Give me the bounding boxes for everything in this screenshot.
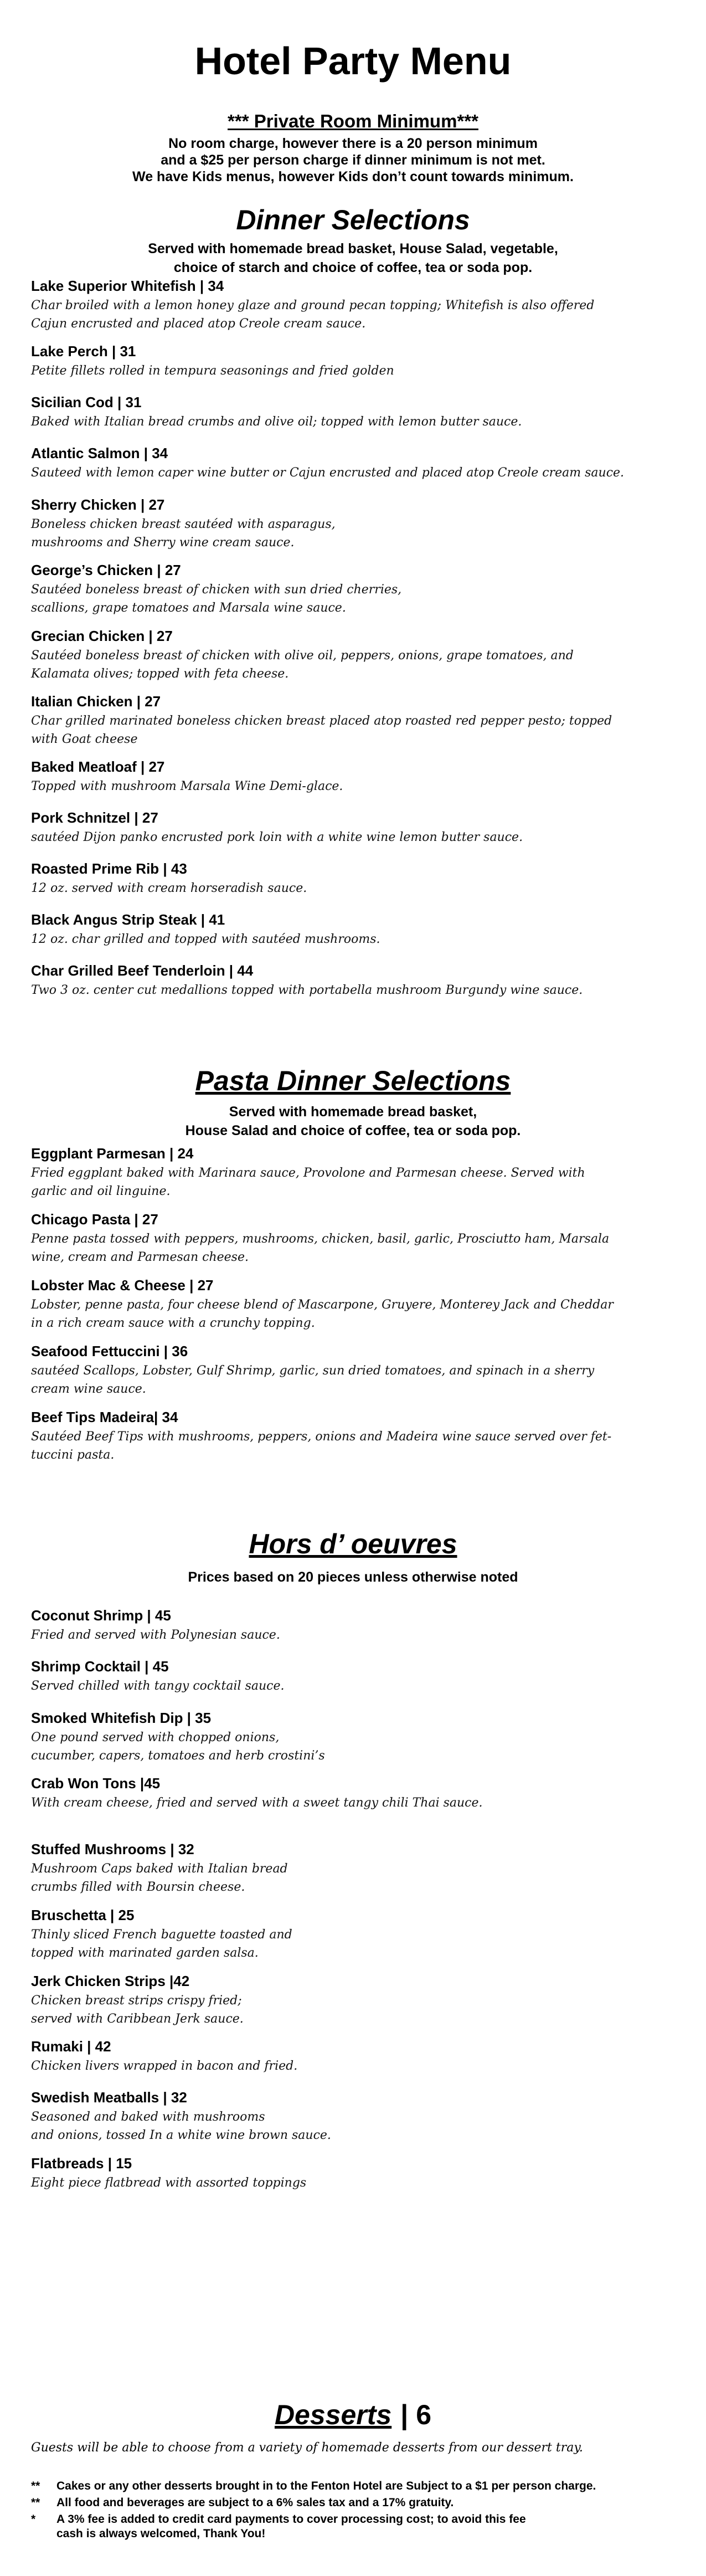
description-line: Chicken breast strips crispy fried; [31,1994,242,2008]
menu-item-description [31,1626,673,1644]
menu-item-description [31,1296,673,1332]
menu-item [31,1145,673,1200]
description-line: in a rich cream sauce with a crunchy topping. [31,1316,315,1330]
menu-item [31,1906,673,1962]
description-line: crumbs filled with Boursin cheese. [31,1880,245,1894]
description-line: Sautéed Beef Tips with mushrooms, peppers, onions and Madeira wine sauce served over fet- [31,1430,612,1444]
menu-item [31,277,673,333]
menu-item-description [31,296,673,333]
menu-item-description [31,879,673,897]
menu-item-description [31,1164,673,1200]
menu-item-name: Lake Perch | 31 [31,343,136,360]
footnote-line: Cakes or any other desserts brought in to the Fenton Hotel are Subject to a $1 per person charge. [56,2480,596,2492]
menu-item [31,1709,673,1765]
description-line: Sauteed with lemon caper wine butter or Cajun encrusted and placed atop Creole cream sauce. [31,466,625,480]
menu-item [31,2038,673,2075]
menu-item [31,1342,673,1398]
description-line: With cream cheese, fried and served with a sweet tangy chili Thai sauce. [31,1796,483,1810]
description-line: and onions, tossed In a white wine brown sauce. [31,2128,331,2142]
description-line: Two 3 oz. center cut medallions topped with portabella mushroom Burgundy wine sauce. [31,983,583,997]
page-title: Hotel Party Menu [194,39,512,83]
menu-item [31,809,673,846]
description-line: sautéed Dijon panko encrusted pork loin with a white wine lemon butter sauce. [31,830,523,844]
menu-item [31,1276,673,1332]
menu-item-description [31,1860,673,1896]
menu-item [31,1607,673,1644]
description-line: with Goat cheese [31,732,138,746]
description-line: Kalamata olives; topped with feta cheese. [31,667,289,681]
description-line: Seasoned and baked with mushrooms [31,2110,265,2124]
menu-item-description [31,2174,673,2192]
menu-item-name: George’s Chicken | 27 [31,562,181,578]
menu-item [31,2154,673,2192]
menu-item-name: Atlantic Salmon | 34 [31,445,168,461]
menu-item [31,342,673,380]
menu-item [31,1972,673,2028]
description-line: Cajun encrusted and placed atop Creole cream sauce. [31,317,366,331]
description-line: tuccini pasta. [31,1448,115,1462]
menu-item-description [31,981,673,999]
menu-item-description [31,1428,673,1464]
menu-item-description [31,1230,673,1266]
description-line: served with Caribbean Jerk sauce. [31,2012,244,2026]
menu-item-description [31,712,673,748]
desserts-description: Guests will be able to choose from a variety of homemade desserts from our dessert tray. [31,2441,583,2455]
description-line: Eight piece flatbread with assorted toppings [31,2176,307,2190]
menu-item [31,561,673,617]
menu-item-name: Grecian Chicken | 27 [31,628,173,644]
description-line: One pound served with chopped onions, [31,1731,280,1744]
dinner-section-subtitle: Served with homemade bread basket, House Salad, vegetable, choice of starch and choice of coffee, tea or soda pop. [148,241,558,275]
menu-item-name: Baked Meatloaf | 27 [31,758,165,775]
footnotes [31,2479,684,2543]
pasta-section-title: Pasta Dinner Selections [195,1065,511,1096]
menu-item [31,860,673,897]
desserts-price: 6 [416,2399,432,2430]
description-line: mushrooms and Sherry wine cream sauce. [31,536,295,550]
minimum-line: No room charge, however there is a 20 person minimum [168,136,538,151]
description-line: Petite fillets rolled in tempura seasonings and fried golden [31,364,394,378]
menu-item-name: Italian Chicken | 27 [31,693,161,710]
description-line: 12 oz. char grilled and topped with sautéed mushrooms. [31,932,380,946]
menu-item-name: Roasted Prime Rib | 43 [31,860,187,877]
description-line: sautéed Scallops, Lobster, Gulf Shrimp, garlic, sun dried tomatoes, and spinach in a sherry [31,1364,595,1378]
menu-item [31,758,673,796]
menu-item [31,1408,673,1464]
desserts-title-text: Desserts [274,2399,392,2430]
menu-item-name: Flatbreads | 15 [31,2155,132,2172]
description-line: garlic and oil linguine. [31,1184,171,1198]
footnote [31,2512,684,2541]
menu-item-name: Shrimp Cocktail | 45 [31,1658,169,1675]
menu-item-name: Char Grilled Beef Tenderloin | 44 [31,962,254,979]
menu-item-description [31,1926,673,1962]
description-line: Thinly sliced French baguette toasted and [31,1928,292,1942]
desserts-separator: | [400,2399,409,2430]
menu-item-name: Sherry Chicken | 27 [31,496,165,513]
menu-item-description [31,1362,673,1398]
menu-item-description [31,930,673,948]
menu-item [31,444,673,482]
dinner-section-title: Dinner Selections [236,204,470,235]
footnote-line: cash is always welcomed, Thank You! [56,2527,266,2540]
description-line: topped with marinated garden salsa. [31,1946,259,1960]
menu-item-name: Jerk Chicken Strips |42 [31,1973,190,1989]
description-line: Lobster, penne pasta, four cheese blend of Mascarpone, Gruyere, Monterey Jack and Cheddar [31,1298,614,1312]
description-line: Baked with Italian bread crumbs and olive oil; topped with lemon butter sauce. [31,415,522,429]
description-line: Sautéed boneless breast of chicken with olive oil, peppers, onions, grape tomatoes, and [31,649,574,663]
description-line: scallions, grape tomatoes and Marsala wine sauce. [31,601,346,615]
menu-item-name: Lobster Mac & Cheese | 27 [31,1277,214,1294]
menu-item [31,627,673,683]
menu-item-description [31,2108,673,2144]
menu-item-name: Bruschetta | 25 [31,1907,135,1923]
menu-item [31,1658,673,1695]
description-line: cucumber, capers, tomatoes and herb crostini’s [31,1749,325,1763]
minimum-line: We have Kids menus, however Kids don’t count towards minimum. [132,169,574,184]
description-line: Fried and served with Polynesian sauce. [31,1628,280,1642]
description-line: Boneless chicken breast sautéed with asparagus, [31,517,336,531]
footnote-line: All food and beverages are subject to a 6% sales tax and a 17% gratuity. [56,2496,454,2509]
menu-item-description [31,646,673,683]
description-line: Chicken livers wrapped in bacon and fried. [31,2059,298,2073]
hors-section-title: Hors d’ oeuvres [249,1528,457,1559]
desserts-section-title [0,2399,706,2431]
menu-item-description [31,1728,673,1765]
menu-item [31,1210,673,1266]
menu-item-name: Swedish Meatballs | 32 [31,2089,187,2106]
menu-item-name: Smoked Whitefish Dip | 35 [31,1710,212,1726]
description-line: Char broiled with a lemon honey glaze and ground pecan topping; Whitefish is also offered [31,299,595,312]
menu-item [31,911,673,948]
menu-item [31,692,673,748]
description-line: Fried eggplant baked with Marinara sauce, Provolone and Parmesan cheese. Served with [31,1166,585,1180]
menu-item [31,1840,673,1896]
menu-item-name: Black Angus Strip Steak | 41 [31,911,225,928]
description-line: 12 oz. served with cream horseradish sauce. [31,881,307,895]
menu-item-description [31,777,673,796]
footnote-line: A 3% fee is added to credit card payments to cover processing cost; to avoid this fee [56,2513,526,2526]
minimum-line: and a $25 per person charge if dinner minimum is not met. [161,152,545,168]
menu-item-name: Crab Won Tons |45 [31,1775,161,1792]
menu-item-name: Chicago Pasta | 27 [31,1211,158,1228]
menu-item-name: Stuffed Mushrooms | 32 [31,1841,194,1857]
description-line: Served chilled with tangy cocktail sauce. [31,1679,285,1693]
description-line: Mushroom Caps baked with Italian bread [31,1862,288,1876]
menu-item-name: Pork Schnitzel | 27 [31,809,158,826]
menu-item-description [31,413,673,431]
description-line: Sautéed boneless breast of chicken with sun dried cherries, [31,583,402,597]
footnote-marker: ** [31,2496,40,2509]
menu-item-description [31,362,673,380]
menu-item [31,496,673,552]
menu-item-description [31,1677,673,1695]
description-line: Penne pasta tossed with peppers, mushrooms, chicken, basil, garlic, Prosciutto ham, Marsala [31,1232,610,1246]
menu-item [31,1774,673,1812]
footnote-marker: * [31,2513,36,2526]
menu-item-description [31,1794,673,1812]
menu-item-name: Seafood Fettuccini | 36 [31,1343,188,1359]
description-line: wine, cream and Parmesan cheese. [31,1250,249,1264]
menu-item-name: Beef Tips Madeira| 34 [31,1409,178,1425]
description-line: cream wine sauce. [31,1382,146,1396]
menu-item-name: Lake Superior Whitefish | 34 [31,278,224,294]
menu-item-name: Eggplant Parmesan | 24 [31,1145,194,1162]
menu-item-name: Rumaki | 42 [31,2038,111,2055]
hors-section-subtitle: Prices based on 20 pieces unless otherwise noted [188,1569,518,1585]
menu-item [31,962,673,999]
menu-item-description [31,581,673,617]
menu-item [31,393,673,431]
footnote [31,2496,684,2510]
footnote-text [56,2479,684,2493]
footnote-text [56,2512,684,2541]
menu-item-description [31,2057,673,2075]
menu-item-name: Coconut Shrimp | 45 [31,1607,171,1624]
footnote-marker: ** [31,2480,40,2492]
menu-item-name: Sicilian Cod | 31 [31,394,142,410]
menu-item-description [31,828,673,846]
menu-item-description [31,1992,673,2028]
footnote-text [56,2496,684,2510]
description-line: Topped with mushroom Marsala Wine Demi-glace. [31,779,343,793]
minimum-heading: *** Private Room Minimum*** [228,111,478,131]
menu-item-description [31,464,673,482]
minimum-details [0,135,706,185]
menu-item [31,2088,673,2144]
pasta-section-subtitle: Served with homemade bread basket, House Salad and choice of coffee, tea or soda pop. [185,1104,521,1138]
menu-item-description [31,515,673,552]
description-line: Char grilled marinated boneless chicken breast placed atop roasted red pepper pesto; topped [31,714,612,728]
footnote [31,2479,684,2493]
